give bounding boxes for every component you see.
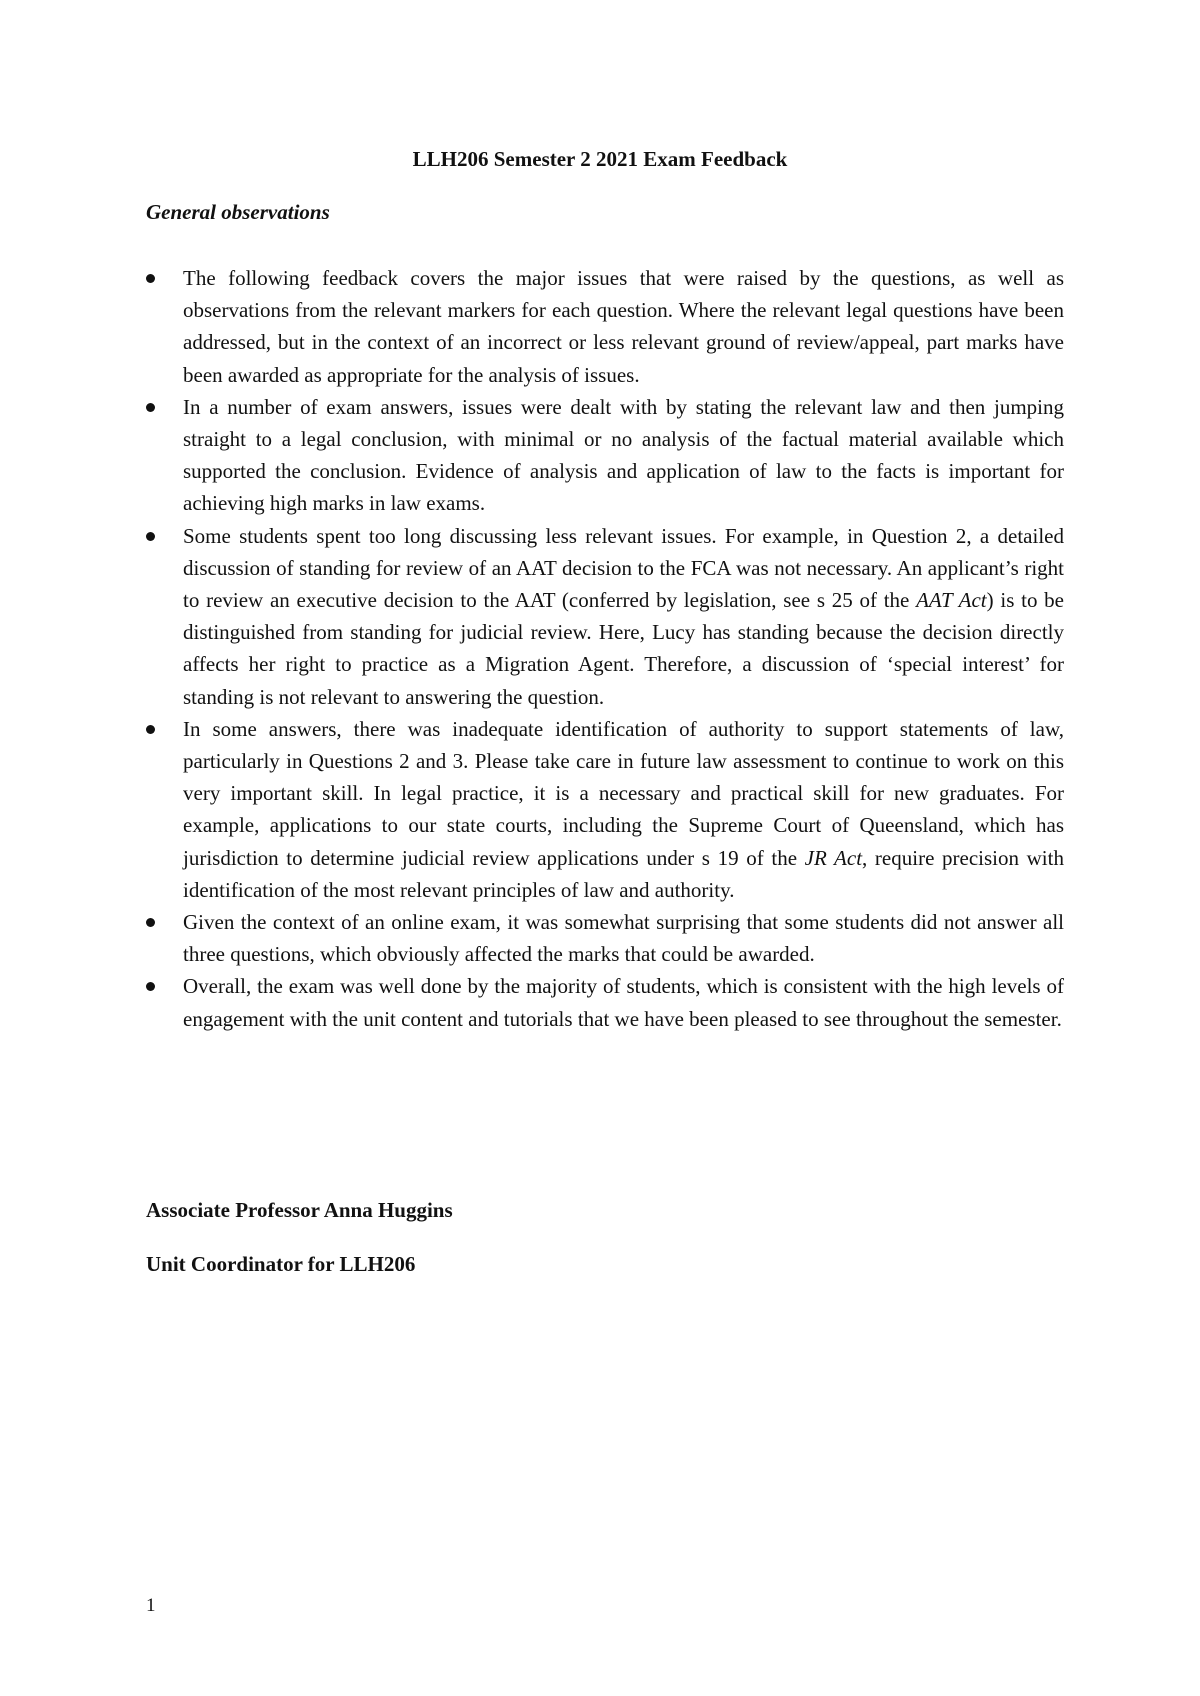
signature-role: Unit Coordinator for LLH206 [146,1252,416,1276]
list-item [146,262,1064,391]
list-item [146,713,1064,906]
statute-name: JR Act [804,845,863,870]
list-item [146,520,1064,713]
list-item-text-part2: , require precision with identification of the most relevant principles of law and authority. [183,845,1064,902]
bullet-icon [146,532,155,541]
list-item [146,906,1064,970]
list-item-text-part1: In some answers, there was inadequate identification of authority to support statements of law, particularly in Questions 2 and 3. Please take care in future law assessment to continue to work on this very important skill. In legal practice, it is a necessary and practical skill for new graduates. For example, applications to our state courts, including the Supreme Court of Queensland, which has jurisdiction to determine judicial review applications under s 19 of the [183,716,1064,870]
list-item-text-part2: ) is to be distinguished from standing for judicial review. Here, Lucy has standing because the decision directly affects her right to practice as a Migration Agent. Therefore, a discussion of ‘special interest’ for standing is not relevant to answering the question. [183,588,1065,709]
signature-name: Associate Professor Anna Huggins [146,1198,453,1222]
bullet-icon [146,274,155,283]
list-item-text: Given the context of an online exam, it was somewhat surprising that some students did not answer all three questions, which obviously affected the marks that could be awarded. [183,910,1064,967]
list-item [146,391,1064,520]
section-heading: General observations [146,200,330,224]
list-item-text: The following feedback covers the major issues that were raised by the questions, as well as observations from the relevant markers for each question. Where the relevant legal questions have been addressed, but in the context of an incorrect or less relevant ground of review/appeal, part marks have been awarded as appropriate for the analysis of issues. [183,266,1064,387]
page-number: 1 [146,1595,156,1616]
list-item-text: Overall, the exam was well done by the majority of students, which is consistent with the high levels of engagement with the unit content and tutorials that we have been pleased to see throughout the semester. [183,974,1064,1031]
list-item-text-part1: Some students spent too long discussing less relevant issues. For example, in Question 2, a detailed discussion of standing for review of an AAT decision to the FCA was not necessary. An applicant’s right to review an executive decision to the AAT (conferred by legislation, see s 25 of the [183,523,1064,613]
statute-name: AAT Act [916,588,987,613]
list-item-text: In a number of exam answers, issues were dealt with by stating the relevant law and then jumping straight to a legal conclusion, with minimal or no analysis of the factual material available which supported the conclusion. Evidence of analysis and application of law to the facts is important for achieving high marks in law exams. [183,394,1064,516]
bullet-icon [146,725,155,734]
observations-list [146,262,1064,1035]
document-title: LLH206 Semester 2 2021 Exam Feedback [412,147,788,171]
bullet-icon [146,918,155,927]
bullet-icon [146,403,155,412]
bullet-icon [146,982,155,991]
list-item [146,970,1064,1034]
